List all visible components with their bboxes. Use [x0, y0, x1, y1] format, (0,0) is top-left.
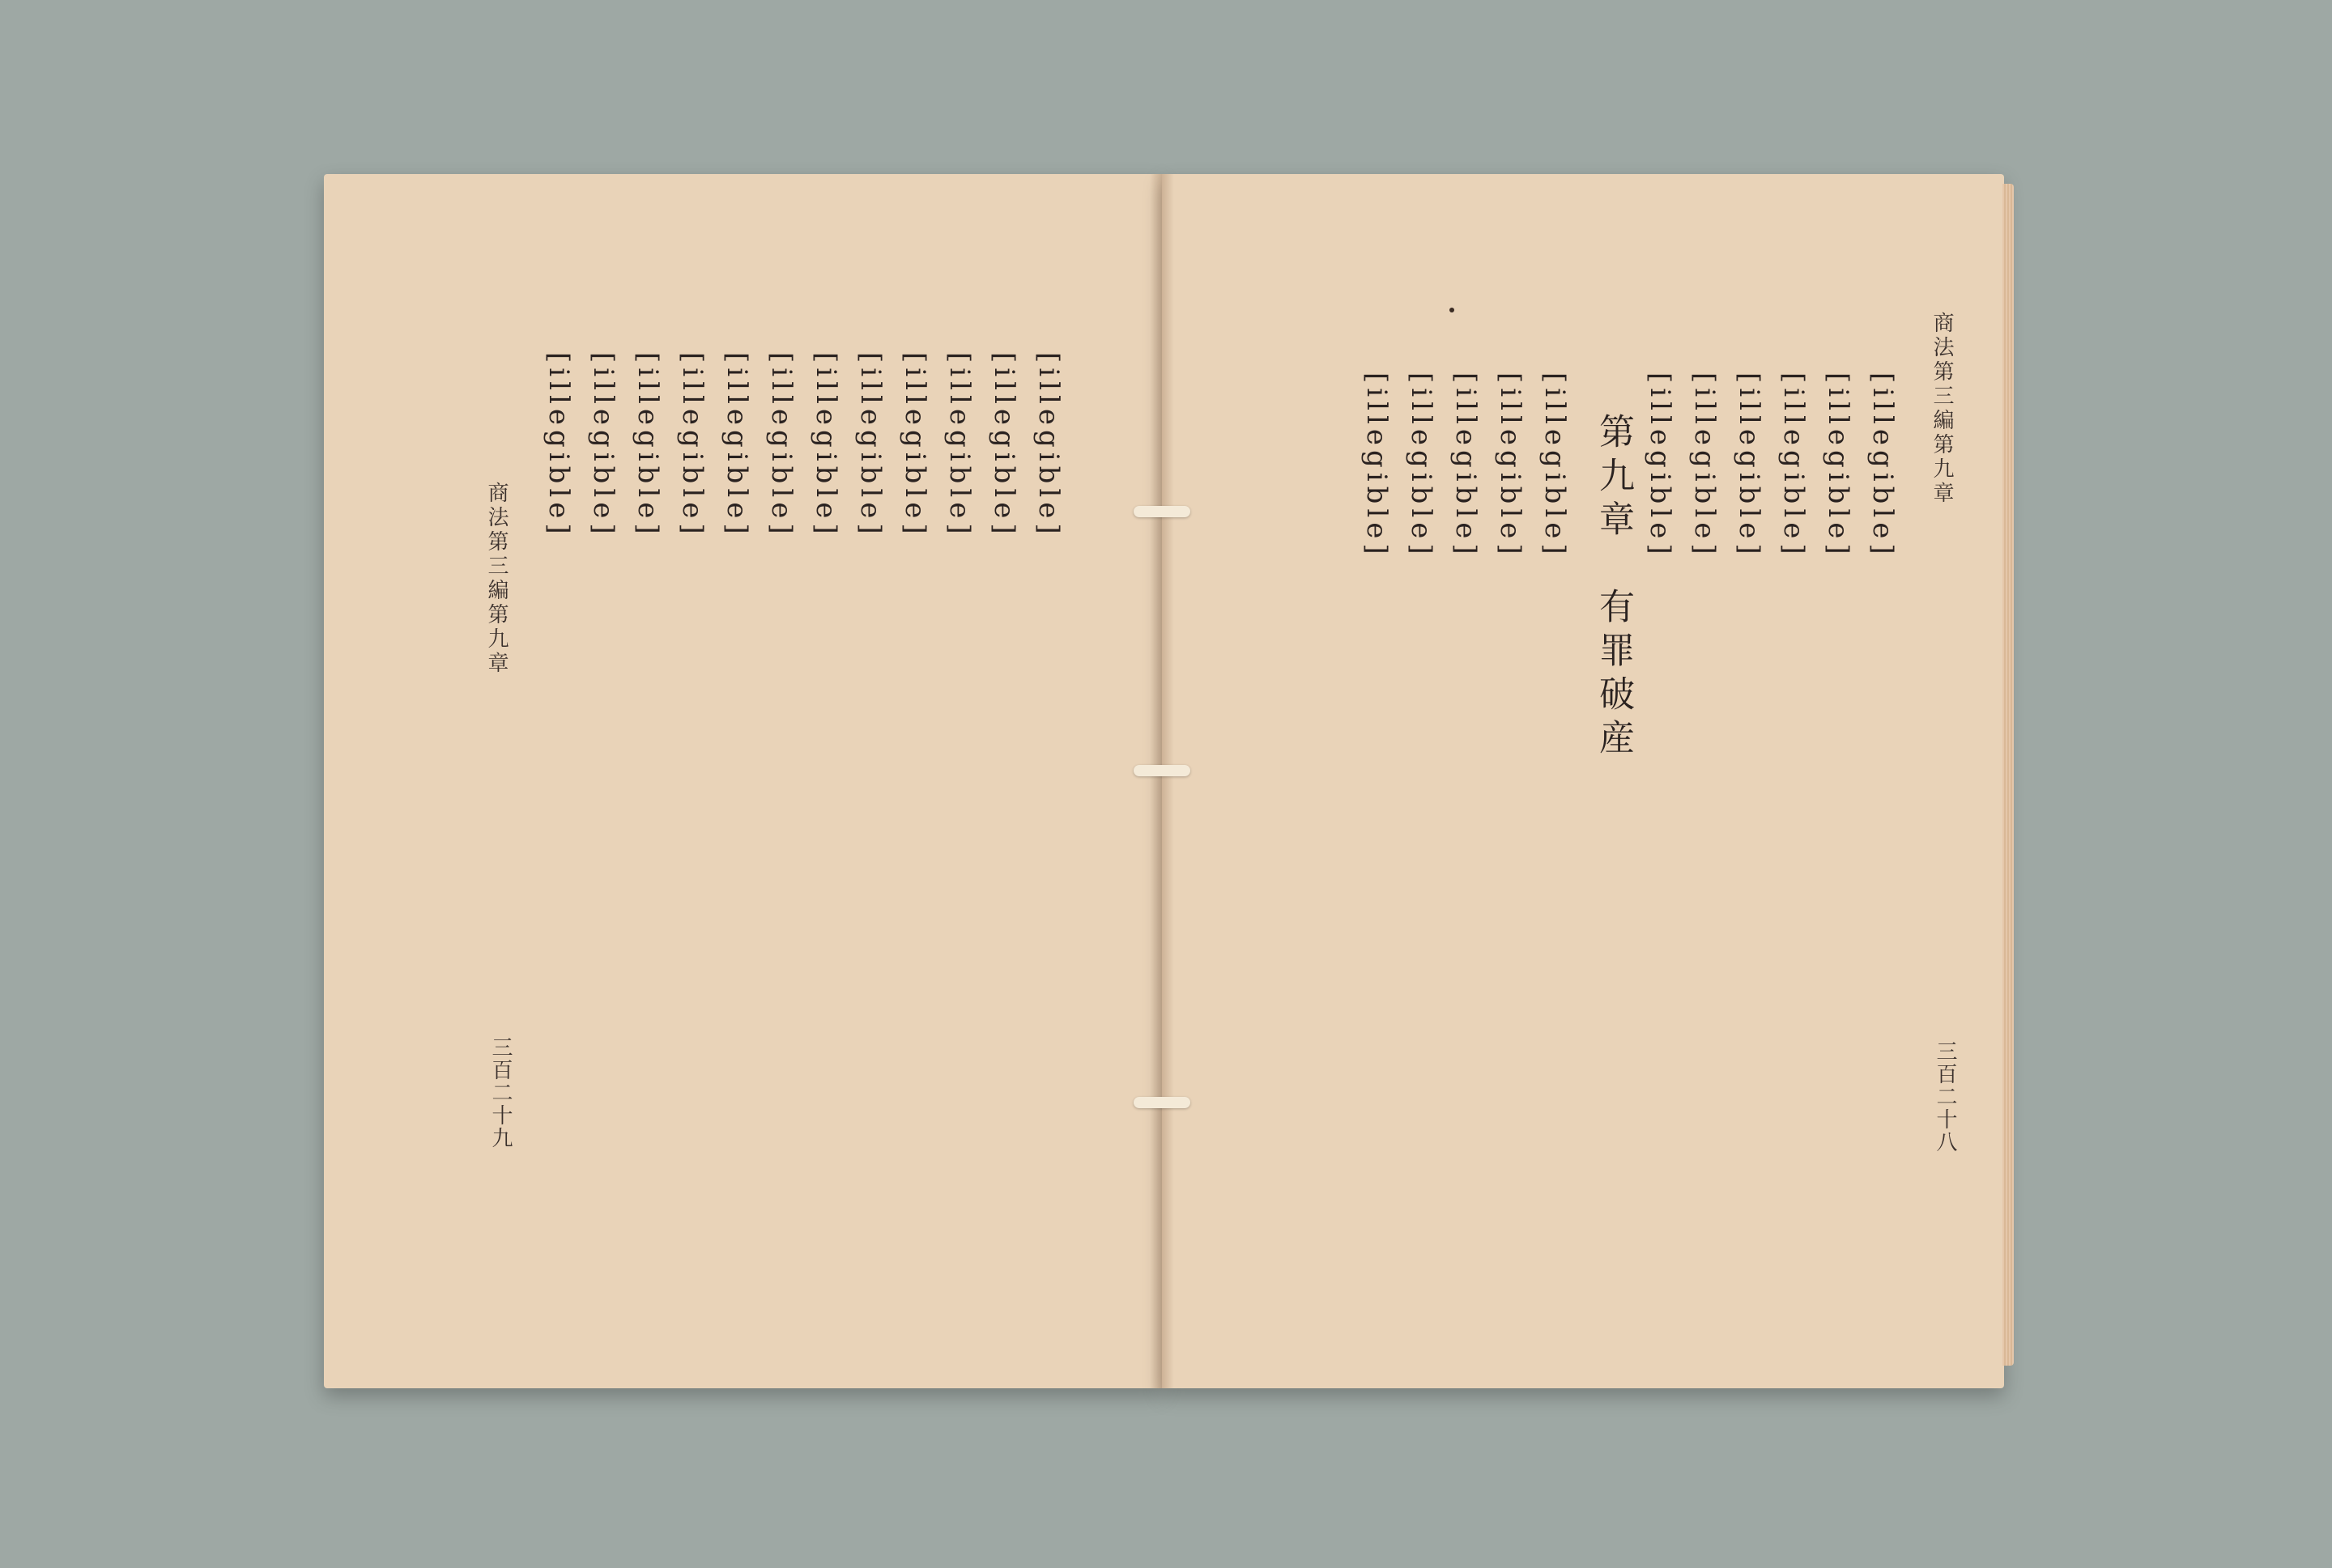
left-text-column: [illegible]: [943, 352, 976, 539]
right-text-column: [illegible]: [1822, 372, 1854, 559]
left-text-column: [illegible]: [988, 352, 1020, 539]
left-page-header: 商法第三編第九章: [484, 482, 509, 676]
left-text-column: [illegible]: [1032, 352, 1065, 539]
right-text-column: [illegible]: [1866, 372, 1899, 559]
right-text-column: [illegible]: [1733, 372, 1765, 559]
right-text-column: [illegible]: [1644, 372, 1676, 559]
left-text-column: [illegible]: [543, 352, 575, 539]
right-text-column: [illegible]: [1538, 372, 1571, 559]
right-page-header: 商法第三編第九章: [1930, 312, 1954, 506]
chapter-title: 第九章 有罪破産: [1593, 413, 1634, 763]
left-text-column: [illegible]: [810, 352, 842, 539]
left-text-column: [illegible]: [721, 352, 753, 539]
right-text-column: [illegible]: [1360, 372, 1393, 559]
right-text-column: [illegible]: [1405, 372, 1437, 559]
right-text-column: [illegible]: [1688, 372, 1721, 559]
right-text-column: [illegible]: [1494, 372, 1526, 559]
binding-stitch: [1134, 1097, 1190, 1108]
left-text-column: [illegible]: [854, 352, 887, 539]
open-book: [324, 166, 2016, 1404]
right-text-column: [illegible]: [1777, 372, 1810, 559]
ink-dot: [1449, 308, 1454, 312]
left-text-column: [illegible]: [587, 352, 619, 539]
left-text-column: [illegible]: [676, 352, 709, 539]
binding-stitch: [1134, 765, 1190, 776]
left-text-column: [illegible]: [899, 352, 931, 539]
book-gutter: [1150, 174, 1174, 1388]
binding-stitch: [1134, 506, 1190, 517]
left-page-number: 三百二十九: [488, 1036, 513, 1149]
right-page: [1162, 174, 2004, 1388]
right-text-column: [illegible]: [1449, 372, 1482, 559]
page-edges: [2002, 184, 2014, 1366]
left-text-column: [illegible]: [632, 352, 664, 539]
right-page-number: 三百二十八: [1933, 1040, 1957, 1154]
left-text-column: [illegible]: [765, 352, 798, 539]
